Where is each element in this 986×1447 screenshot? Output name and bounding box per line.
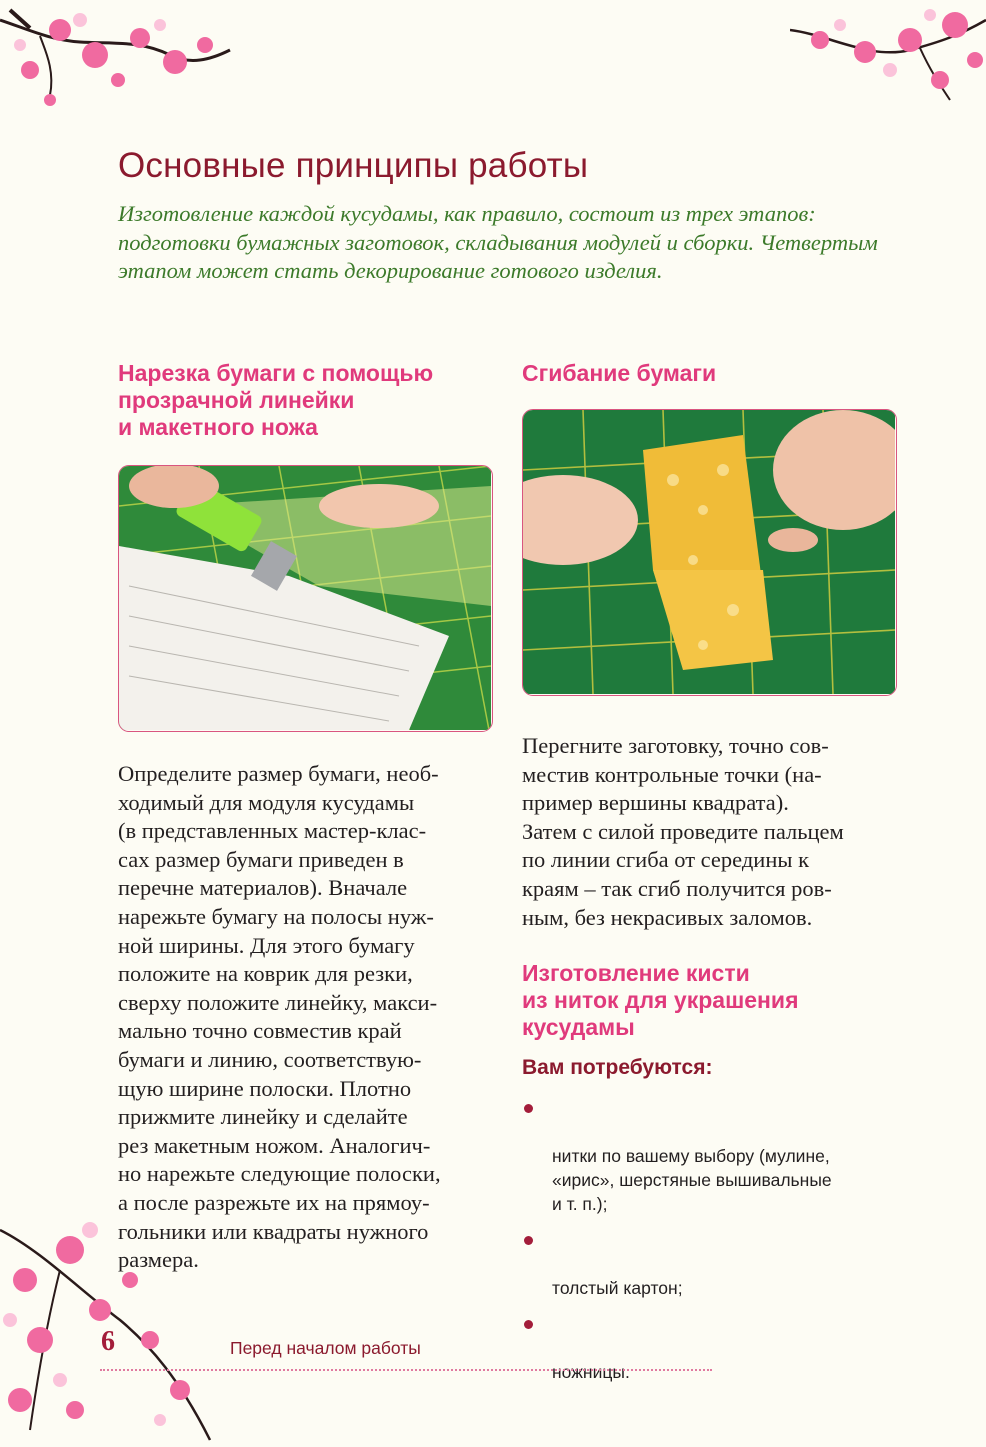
bullet-dot-icon [524,1236,533,1245]
cutting-instructions: Определите размер бумаги, необ- ходимый для модуля кусудамы (в представленных мастер-клас- сах размер бумаги приведен в перечне материалов). Вначале нарежьте бумагу на полосы нуж- ной ширины. Для этого бумагу положите на коврик для резки, сверху положите линейку, макси- мально точно совместив край бумаги и линию, соответствую- щую ширине полоски. Плотно прижмите линейку и сделайте рез макетным ножом. Аналогич- но нарежьте следующие полоски, а после разрежьте их на прямоу- гольники или квадраты нужного размера. [118,761,441,1273]
list-item-text: ножницы. [552,1362,630,1382]
bullet-dot-icon [524,1320,533,1329]
bullet-dot-icon [524,1104,533,1113]
cutting-mat-illustration-icon [119,466,491,730]
photo-folding-paper [522,409,897,696]
section-heading-folding: Сгибание бумаги [522,360,717,386]
cherry-blossom-top-right-icon [790,0,986,110]
requirements-list [522,1096,902,1396]
footer-divider [100,1369,712,1371]
folding-illustration-icon [523,410,895,694]
list-item [522,1312,902,1384]
list-item-text: нитки по вашему выбору (мулине, «ирис», шерстяные вышивальные и т. п.); [552,1146,832,1214]
photo-cutting-paper [118,465,493,732]
section-heading-cutting: Нарезка бумаги с помощью прозрачной линейки и макетного ножа [118,360,434,440]
intro-paragraph: Изготовление каждой кусудамы, как правило, состоит из трех этапов: подготовки бумажных заготовок, складывания модулей и сборки. Четвертым этапом может стать декорирование готового изделия. [118,201,878,283]
page-number: 6 [101,1326,115,1357]
list-item-text: толстый картон; [552,1278,683,1298]
running-title: Перед началом работы [230,1338,421,1358]
page-title: Основные принципы работы [118,146,589,185]
cherry-blossom-top-left-icon [0,0,240,130]
folding-instructions: Перегните заготовку, точно сов- местив контрольные точки (на- пример вершины квадрата). Затем с силой проведите пальцем по линии сгиба от середины к краям – так сгиб получится ров- ным, без некрасивых заломов. [522,733,844,930]
list-item [522,1096,902,1216]
requirements-title: Вам потребуются: [522,1056,713,1079]
section-heading-tassel: Изготовление кисти из ниток для украшения кусудамы [522,960,799,1040]
list-item [522,1228,902,1300]
